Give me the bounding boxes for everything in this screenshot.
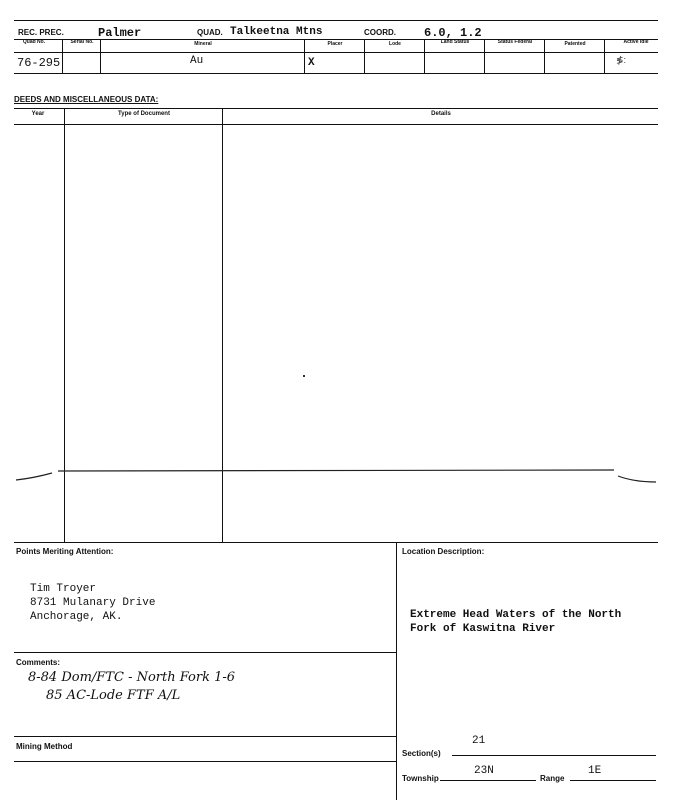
col-status-federal: Status Federal: [497, 39, 533, 45]
row-mineral: Au: [190, 55, 204, 67]
col-details: Details: [431, 111, 451, 117]
range-value: 1E: [588, 765, 602, 777]
section-label: Section(s): [402, 749, 441, 758]
handdrawn-divider: [14, 460, 658, 490]
col-patented: Patented: [564, 41, 586, 47]
section-value: 21: [472, 735, 486, 747]
speck: [303, 375, 305, 377]
quad-label: QUAD.: [197, 28, 223, 37]
location-label: Location Description:: [402, 547, 485, 556]
range-label: Range: [540, 774, 565, 783]
township-label: Township: [402, 774, 439, 783]
location-line2: Fork of Kaswitna River: [410, 623, 556, 635]
col-lode: Lode: [389, 41, 401, 47]
comments-label: Comments:: [16, 658, 61, 667]
col-year: Year: [31, 111, 45, 117]
coord-value: 6.0, 1.2: [424, 26, 482, 40]
rec-prec-value: Palmer: [98, 26, 142, 40]
row-placer: X: [308, 57, 315, 69]
col-placer: Placer: [327, 41, 343, 47]
points-line3: Anchorage, AK.: [30, 611, 123, 623]
col-type-of-document: Type of Document: [118, 111, 170, 117]
mining-method-label: Mining Method: [16, 742, 73, 751]
quad-value: Talkeetna Mtns: [230, 26, 323, 38]
deeds-title: DEEDS AND MISCELLANEOUS DATA:: [14, 95, 159, 104]
active-idle-mark: ≸:: [616, 55, 627, 65]
row-quad-no: 76-295: [17, 56, 61, 70]
coord-label: COORD.: [364, 28, 396, 37]
col-mineral: Mineral: [194, 41, 212, 47]
location-line1: Extreme Head Waters of the North: [410, 609, 622, 621]
col-land-status: Land Status: [440, 39, 470, 45]
col-serial-no: Serial No.: [70, 39, 94, 45]
points-label: Points Meriting Attention:: [16, 547, 114, 556]
col-active-idle: Active Idle: [623, 39, 649, 45]
col-quad-no: Quad No.: [22, 39, 46, 45]
comments-line2: 85 AC-Lode FTF A/L: [46, 688, 181, 703]
comments-line1: 8-84 Dom/FTC - North Fork 1-6: [28, 670, 236, 685]
points-line1: Tim Troyer: [30, 583, 97, 595]
rec-prec-label: REC. PREC.: [18, 28, 64, 37]
points-line2: 8731 Mulanary Drive: [30, 597, 156, 609]
township-value: 23N: [474, 765, 494, 777]
